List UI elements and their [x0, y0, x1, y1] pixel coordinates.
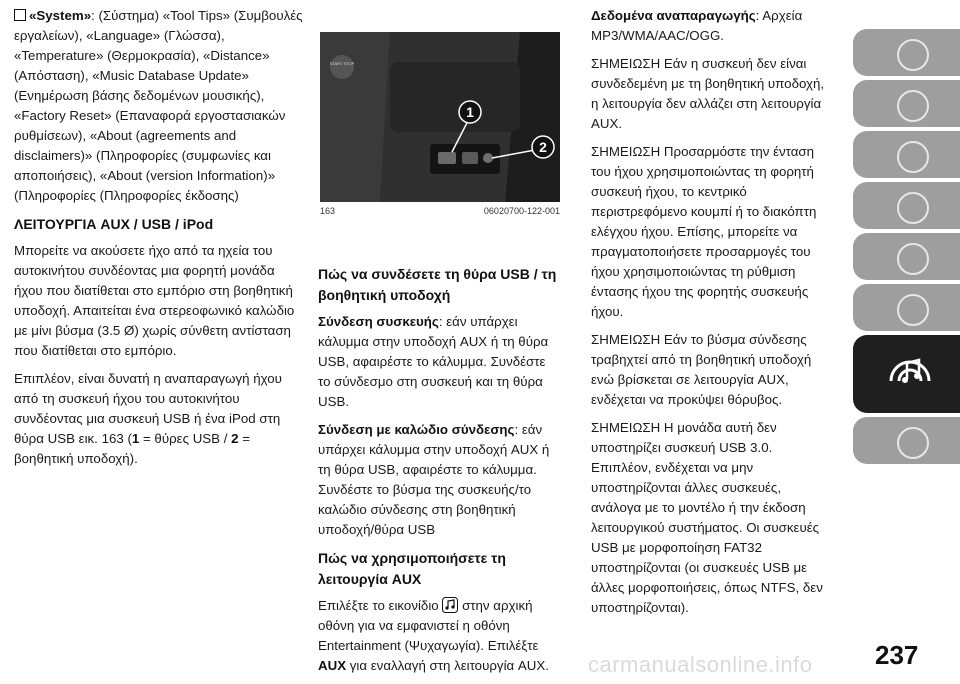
connect-cable-paragraph: [318, 420, 558, 540]
aux-intro-paragraph: Μπορείτε να ακούσετε ήχο από τα ηχεία του αυτοκινήτου συνδέοντας μια φορητή μονάδα ήχου που διατίθεται στο εμπόριο στη βοηθητική υποδοχή. Απαιτείται ένα στερεοφωνικό καλώδιο με μίνι βύσμα (3.5 Ø) χωρίς σύνθετη αντίσταση που διατίθεται στο εμπόριο.: [14, 243, 295, 358]
playback-data-text: : Αρχεία MP3/WMA/AAC/OGG.: [591, 8, 803, 43]
section-heading-use-aux: Πώς να χρησιμοποιήσετε τη λειτουργία AUX: [318, 550, 506, 587]
console-illustration: [320, 32, 560, 202]
callout-ref-2: 2: [231, 431, 239, 446]
emergency-tab[interactable]: [853, 182, 960, 229]
multimedia-icon: [887, 349, 933, 395]
figure-number: 163: [320, 206, 336, 216]
steering-wheel-icon: [897, 141, 929, 173]
dashboard-icon: [897, 39, 929, 71]
usb-intro-paragraph: [14, 369, 304, 469]
music-note-icon: [442, 597, 458, 613]
column-middle: [318, 260, 558, 684]
chapter-tabs: [853, 29, 960, 468]
system-label: «System»: [29, 8, 92, 23]
connect-device-paragraph: [318, 312, 558, 412]
safety-tab[interactable]: [853, 80, 960, 127]
connect-device-text: : εάν υπάρχει κάλυμμα στην υποδοχή AUX ή τη θύρα USB, αφαιρέστε το κάλυμμα. Συνδέστε το σύνδεσμο στη συσκευή και τη θύρα USB.: [318, 314, 549, 409]
note-aux-not-connected: ΣΗΜΕΙΩΣΗ Εάν η συσκευή δεν είναι συνδεδεμένη με τη βοηθητική υποδοχή, η λειτουργία δεν αλλάζει στη λειτουργία AUX.: [591, 56, 825, 131]
maintenance-tab[interactable]: [853, 233, 960, 280]
system-settings-text: : (Σύστημα) «Tool Tips» (Συμβουλές εργαλείων), «Language» (Γλώσσα), «Temperature» (Θερμοκρασία), «Distance» (Απόσταση), «Music Database Update» (Ενημέρωση βάσης δεδομένων μουσικής), «Factory Reset» (Επαναφορά εργοστασιακών ρυθμίσεων), «About (agreements and disclaimers)» (Πληροφορίες (συμφωνίες και αποποιήσεις), «About (version Information)» (Πληροφορίες (Πληροφορίες έκδοσης): [14, 8, 303, 203]
index-tab[interactable]: [853, 417, 960, 464]
use-aux-text-a: Επιλέξτε το εικονίδιο: [318, 598, 439, 613]
dashboard-tab[interactable]: [853, 29, 960, 76]
section-heading-connect: Πώς να συνδέσετε τη θύρα USB / τη βοηθητική υποδοχή: [318, 266, 557, 303]
playback-data-label: Δεδομένα αναπαραγωγής: [591, 8, 756, 23]
usb-intro-text-b: = θύρες USB /: [139, 431, 232, 446]
wrench-icon: [897, 243, 929, 275]
connect-device-label: Σύνδεση συσκευής: [318, 314, 439, 329]
section-heading-aux-usb: ΛΕΙΤΟΥΡΓΙΑ AUX / USB / iPod: [14, 216, 214, 232]
page-number: 237: [875, 640, 919, 670]
multimedia-tab[interactable]: [853, 335, 960, 413]
start-stop-text: START STOP: [329, 61, 355, 66]
car-data-icon: [897, 294, 929, 326]
usb-intro-text-c: = βοηθητική υποδοχή).: [14, 431, 250, 466]
watermark: carmanualsonline.info: [588, 652, 813, 677]
playback-data-paragraph: [591, 6, 831, 46]
technical-data-tab[interactable]: [853, 284, 960, 331]
column-left: [14, 6, 304, 477]
use-aux-text-c: για εναλλαγή στη λειτουργία AUX.: [346, 658, 549, 673]
aux-label: AUX: [318, 658, 347, 673]
callout-1-label: 1: [466, 104, 474, 120]
index-letters-icon: [897, 427, 929, 459]
system-settings-paragraph: [14, 6, 304, 206]
usb-intro-text-a: Επιπλέον, είναι δυνατή η αναπαραγωγή ήχου από τη συσκευή ήχου του αυτοκινήτου συνδέοντας μια συσκευή USB ή ένα iPod στη θύρα USB εικ. 163 (: [14, 371, 282, 446]
system-icon: [14, 9, 26, 21]
callout-2-label: 2: [539, 139, 547, 155]
callout-ref-1: 1: [131, 431, 140, 446]
use-aux-text-b: στην αρχική οθόνη για να εμφανιστεί η οθόνη Entertainment (Ψυχαγωγία). Επιλέξτε: [318, 598, 539, 653]
note-noise: ΣΗΜΕΙΩΣΗ Εάν το βύσμα σύνδεσης τραβηχτεί από τη βοηθητική υποδοχή ενώ βρίσκεται σε λειτουργία AUX, ενδέχεται να προκύψει θόρυβος.: [591, 332, 812, 407]
note-usb-support: ΣΗΜΕΙΩΣΗ Η μονάδα αυτή δεν υποστηρίζει συσκευή USB 3.0. Επιπλέον, ενδέχεται να μην υποστηρίζονται άλλες συσκευές, ανάλογα με το μοντέλο ή την έκδοση λειτουργικού συστήματος. Οι συσκευές USB με μορφοποίηση FAT32 υποστηρίζονται (οι συσκευές USB με άλλες μορφοποιήσεις, όπως NTFS, δεν υποστηρίζονται).: [591, 420, 823, 615]
connect-cable-text: : εάν υπάρχει κάλυμμα στην υποδοχή AUX ή τη θύρα USB, αφαιρέστε το κάλυμμα. Συνδέστε το βύσμα της συσκευής/το καλώδιο σύνδεσης στη βοηθητική υποδοχή/θύρα USB: [318, 422, 550, 537]
airbag-icon: [897, 90, 929, 122]
column-right: [591, 6, 831, 626]
connect-cable-label: Σύνδεση με καλώδιο σύνδεσης: [318, 422, 515, 437]
warning-triangle-icon: [897, 192, 929, 224]
figure-usb-aux-photo: [320, 32, 560, 202]
use-aux-paragraph: [318, 596, 558, 676]
figure-code: 06020700-122-001: [483, 206, 560, 216]
starting-tab[interactable]: [853, 131, 960, 178]
note-volume-adjust: ΣΗΜΕΙΩΣΗ Προσαρμόστε την ένταση του ήχου χρησιμοποιώντας τη φορητή συσκευή ήχου, το κεντρικό περιστρεφόμενο κουμπί ή το διακόπτη ελέγχου ήχου. Επίσης, μπορείτε να πραγματοποιήσετε προσαρμογές του ήχου χρησιμοποιώντας τη ρύθμιση έντασης ήχου της φορητής συσκευής ήχου.: [591, 144, 817, 319]
